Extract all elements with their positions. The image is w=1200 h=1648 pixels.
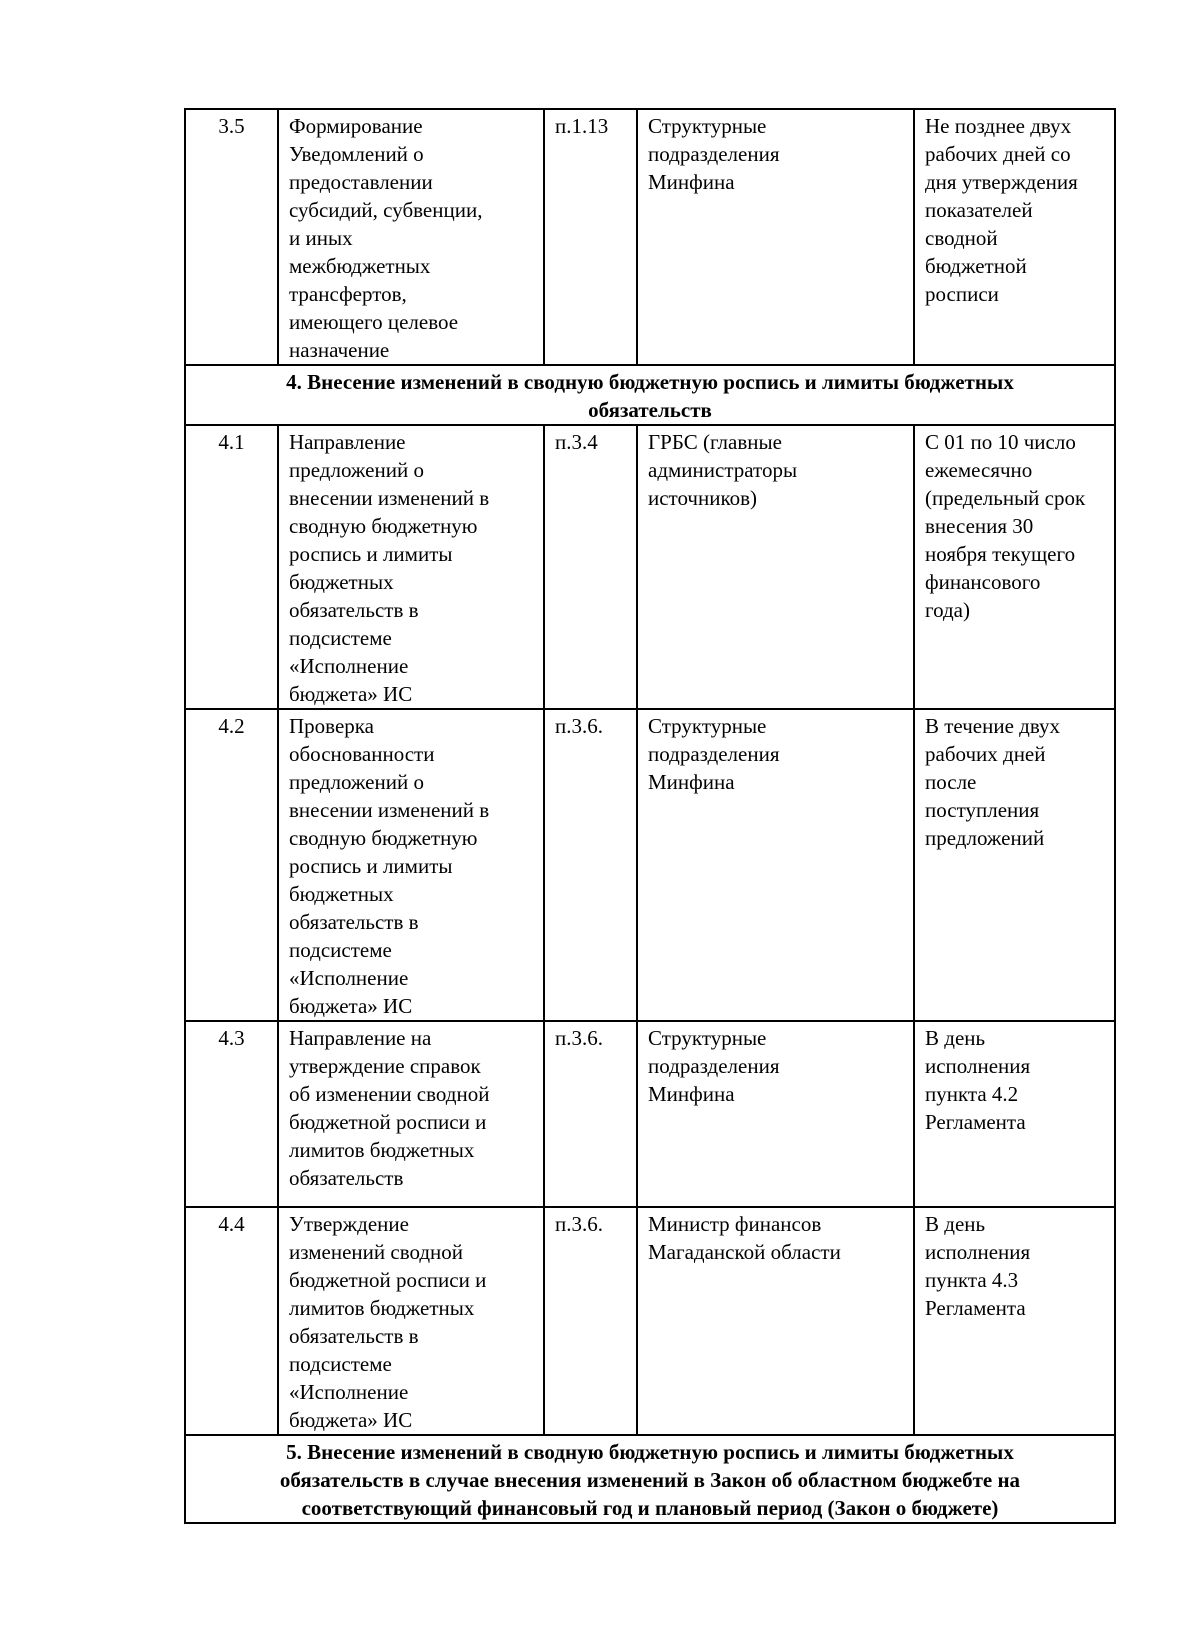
- reference-cell: п.3.6.: [544, 709, 637, 1021]
- table-row: [185, 109, 1115, 365]
- executor-cell: Структурные подразделения Минфина: [637, 1021, 914, 1207]
- reference-cell: п.3.6.: [544, 1207, 637, 1435]
- deadline-cell: В день исполнения пункта 4.2 Регламента: [914, 1021, 1115, 1207]
- executor-cell: Структурные подразделения Минфина: [637, 109, 914, 365]
- row-number: 3.5: [185, 109, 278, 365]
- executor-cell: Структурные подразделения Минфина: [637, 709, 914, 1021]
- row-number: 4.2: [185, 709, 278, 1021]
- action-cell: Проверка обоснованности предложений о внесении изменений в сводную бюджетную роспись и лимиты бюджетных обязательств в подсистеме «Исполнение бюджета» ИС: [278, 709, 544, 1021]
- row-number: 4.1: [185, 425, 278, 709]
- section-heading: 4. Внесение изменений в сводную бюджетную роспись и лимиты бюджетных обязательств: [185, 365, 1115, 425]
- row-number: 4.3: [185, 1021, 278, 1207]
- section-heading: 5. Внесение изменений в сводную бюджетную роспись и лимиты бюджетных обязательств в случае внесения изменений в Закон об областном бюджебте на соответствующий финансовый год и плановый период (Закон о бюджете): [185, 1435, 1115, 1523]
- deadline-cell: В течение двух рабочих дней после поступления предложений: [914, 709, 1115, 1021]
- table-row: [185, 1021, 1115, 1207]
- executor-cell: ГРБС (главные администраторы источников): [637, 425, 914, 709]
- deadline-cell: С 01 по 10 число ежемесячно (предельный срок внесения 30 ноября текущего финансового года): [914, 425, 1115, 709]
- table-row: [185, 425, 1115, 709]
- regulation-table: [184, 108, 1116, 1524]
- reference-cell: п.3.6.: [544, 1021, 637, 1207]
- action-cell: Утверждение изменений сводной бюджетной росписи и лимитов бюджетных обязательств в подсистеме «Исполнение бюджета» ИС: [278, 1207, 544, 1435]
- row-number: 4.4: [185, 1207, 278, 1435]
- executor-cell: Министр финансов Магаданской области: [637, 1207, 914, 1435]
- action-cell: Формирование Уведомлений о предоставлении субсидий, субвенции, и иных межбюджетных трансфертов, имеющего целевое назначение: [278, 109, 544, 365]
- reference-cell: п.3.4: [544, 425, 637, 709]
- deadline-cell: Не позднее двух рабочих дней со дня утверждения показателей сводной бюджетной росписи: [914, 109, 1115, 365]
- section-heading-row: [185, 365, 1115, 425]
- table-row: [185, 709, 1115, 1021]
- reference-cell: п.1.13: [544, 109, 637, 365]
- section-heading-row: [185, 1435, 1115, 1523]
- action-cell: Направление на утверждение справок об изменении сводной бюджетной росписи и лимитов бюджетных обязательств: [278, 1021, 544, 1207]
- action-cell: Направление предложений о внесении изменений в сводную бюджетную роспись и лимиты бюджетных обязательств в подсистеме «Исполнение бюджета» ИС: [278, 425, 544, 709]
- table-row: [185, 1207, 1115, 1435]
- deadline-cell: В день исполнения пункта 4.3 Регламента: [914, 1207, 1115, 1435]
